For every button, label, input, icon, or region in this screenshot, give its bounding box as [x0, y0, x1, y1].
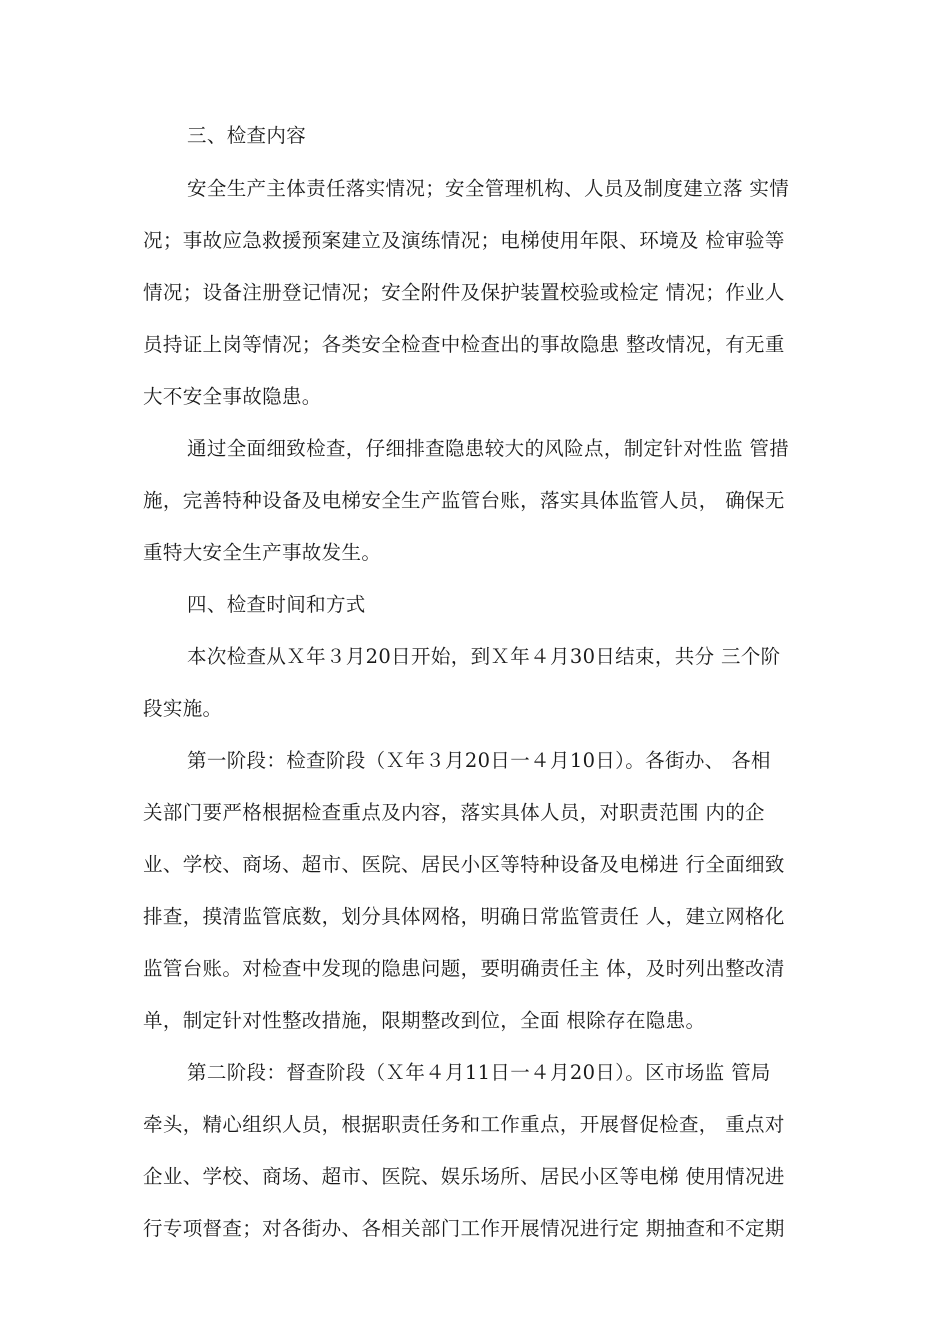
- paragraph-line: 业、学校、商场、超市、医院、居民小区等特种设备及电梯进 行全面细致: [143, 853, 785, 876]
- paragraph-line: 单，制定针对性整改措施，限期整改到位，全面 根除存在隐患。: [143, 1009, 706, 1032]
- paragraph-line: 关部门要严格根据检查重点及内容，落实具体人员，对职责范围 内的企: [143, 801, 765, 824]
- paragraph-line: 监管台账。对检查中发现的隐患问题，要明确责任主 体，及时列出整改清: [143, 957, 785, 980]
- paragraph-line: 排查，摸清监管底数，划分具体网格，明确日常监管责任 人，建立网格化: [143, 905, 785, 928]
- paragraph-line: 通过全面细致检查，仔细排查隐患较大的风险点，制定针对性监 管措: [187, 437, 790, 460]
- paragraph-line: 况；事故应急救援预案建立及演练情况；电梯使用年限、环境及 检审验等: [143, 229, 785, 252]
- paragraph-line: 重特大安全生产事故发生。: [143, 541, 382, 564]
- paragraph-line: 大不安全事故隐患。: [143, 385, 322, 408]
- paragraph-line: 施，完善特种设备及电梯安全生产监管台账，落实具体监管人员， 确保无: [143, 489, 785, 512]
- paragraph-line: 段实施。: [143, 697, 223, 720]
- paragraph-line: 第二阶段：督查阶段（Ｘ年４月11日一４月20日）。区市场监 管局: [187, 1061, 771, 1084]
- paragraph-line: 情况；设备注册登记情况；安全附件及保护装置校验或检定 情况；作业人: [143, 281, 785, 304]
- paragraph-line: 本次检查从Ｘ年３月20日开始，到Ｘ年４月30日结束，共分 三个阶: [187, 645, 781, 668]
- paragraph-line: 第一阶段：检查阶段（Ｘ年３月20日一４月10日）。各街办、 各相: [187, 749, 771, 772]
- paragraph-line: 企业、学校、商场、超市、医院、娱乐场所、居民小区等电梯 使用情况进: [143, 1165, 785, 1188]
- paragraph-line: 牵头，精心组织人员，根据职责任务和工作重点，开展督促检查， 重点对: [143, 1113, 785, 1136]
- paragraph-line: 员持证上岗等情况；各类安全检查中检查出的事故隐患 整改情况，有无重: [143, 333, 785, 356]
- section-heading-inspection-content: 三、检查内容: [187, 124, 307, 147]
- paragraph-line: 安全生产主体责任落实情况；安全管理机构、人员及制度建立落 实情: [187, 177, 790, 200]
- section-heading-time-and-method: 四、检查时间和方式: [187, 593, 366, 616]
- paragraph-line: 行专项督查；对各街办、各相关部门工作开展情况进行定 期抽查和不定期: [143, 1217, 785, 1240]
